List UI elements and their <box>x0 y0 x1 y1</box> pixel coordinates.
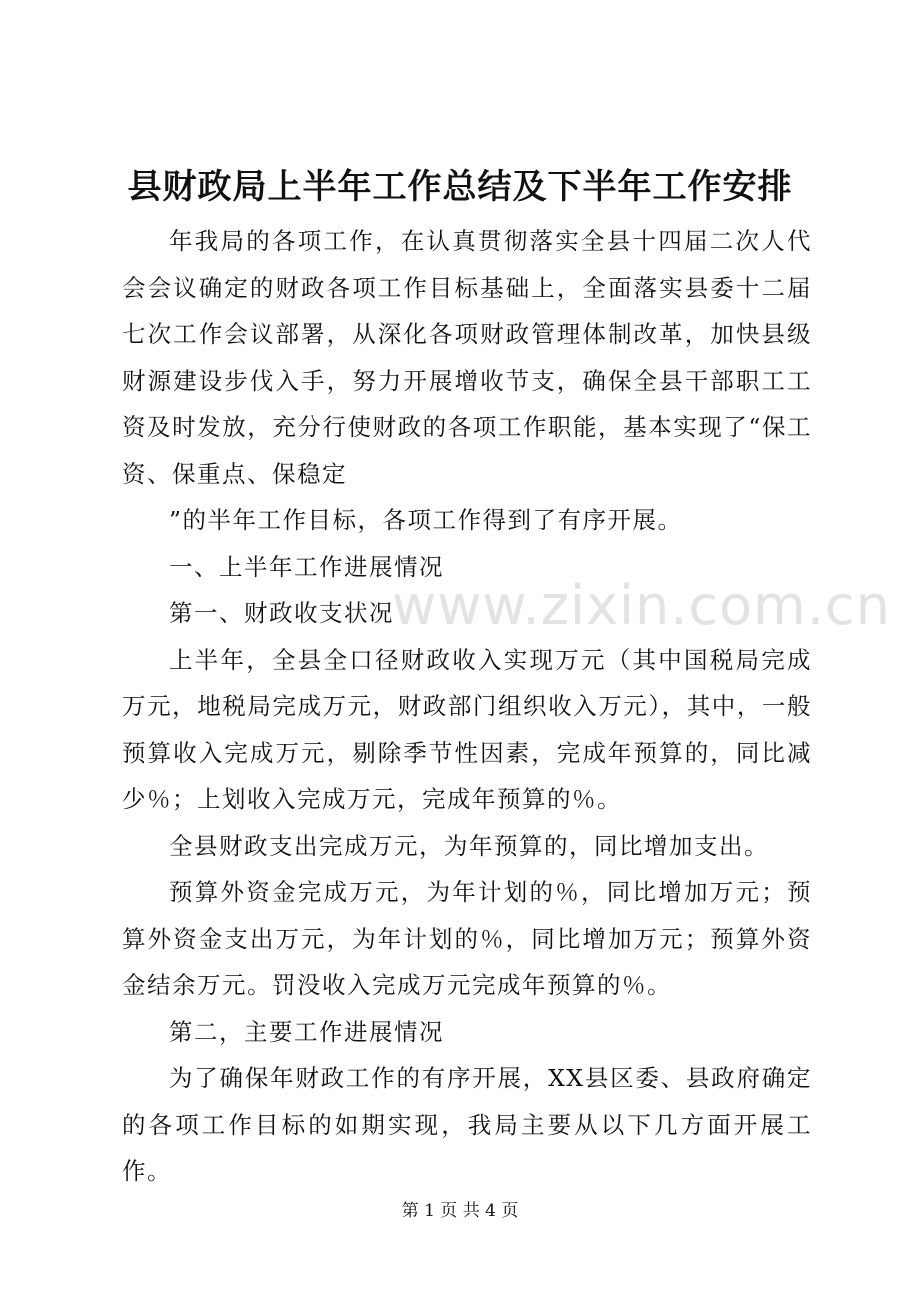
subsection-heading-1: 第一、财政收支状况 <box>169 599 394 627</box>
paragraph-intro-continued: ”的半年工作目标，各项工作得到了有序开展。 <box>169 506 683 534</box>
document-title: 县财政局上半年工作总结及下半年工作安排 <box>127 167 793 207</box>
subsection-heading-2: 第二，主要工作进展情况 <box>169 1017 444 1046</box>
paragraph-work-progress: 为了确保年财政工作的有序开展，XX县区委、县政府确定的各项工作目标的如期实现，我局主要从以下几方面开展工作。 <box>122 1064 812 1185</box>
paragraph-expenditure: 全县财政支出完成万元，为年预算的，同比增加支出。 <box>169 831 769 860</box>
page-footer: 第 1 页 共 4 页 <box>401 1201 519 1221</box>
document-body <box>122 218 812 1195</box>
paragraph-extrabudget: 预算外资金完成万元，为年计划的％，同比增加万元；预算外资金支出万元，为年计划的％，同比增加万元；预算外资金结余万元。罚没收入完成万元完成年预算的％。 <box>122 878 812 999</box>
section-heading-1: 一、上半年工作进展情况 <box>169 552 444 581</box>
watermark: www.zixin.com.cn <box>392 574 891 637</box>
paragraph-revenue: 上半年，全县全口径财政收入实现万元（其中国税局完成万元，地税局完成万元，财政部门组织收入万元），其中，一般预算收入完成万元，剔除季节性因素，完成年预算的，同比减少％；上划收入完成万元，完成年预算的％。 <box>122 645 812 813</box>
paragraph-intro: 年我局的各项工作，在认真贯彻落实全县十四届二次人代会会议确定的财政各项工作目标基础上，全面落实县委十二届七次工作会议部署，从深化各项财政管理体制改革，加快县级财源建设步伐入手，努力开展增收节支，确保全县干部职工工资及时发放，充分行使财政的各项工作职能，基本实现了“保工资、保重点、保稳定 <box>122 227 812 488</box>
